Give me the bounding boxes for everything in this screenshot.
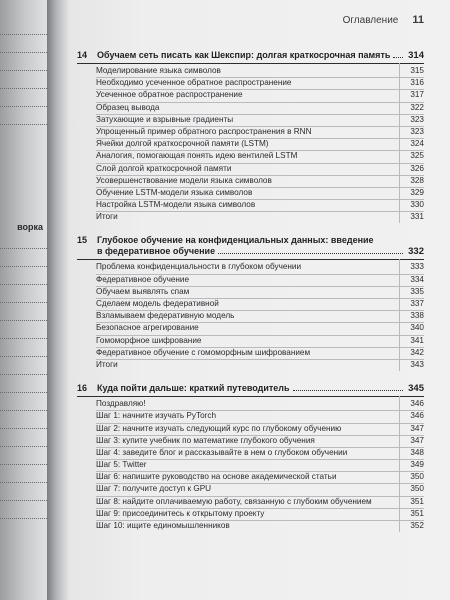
- dot-leader: [0, 298, 47, 303]
- entry-page: 322: [410, 102, 424, 112]
- dot-leader: [0, 316, 47, 321]
- entry-page: 346: [410, 411, 424, 421]
- entry-title: Шаг 3: купите учебник по математике глубокого обучения: [96, 435, 315, 445]
- section-list: [96, 63, 424, 223]
- dot-leader: [0, 460, 47, 465]
- entry-title: Шаг 5: Twitter: [96, 460, 147, 470]
- entry-title: Итоги: [96, 212, 118, 222]
- entry-title: Образец вывода: [96, 102, 160, 112]
- dot-leader: [0, 30, 47, 35]
- left-page-fragment: ворка: [17, 222, 43, 232]
- entry-page: 338: [410, 311, 424, 321]
- toc-entry[interactable]: [96, 347, 424, 359]
- entry-title: Шаг 8: найдите оплачиваемую работу, связанную с глубоким обучением: [96, 496, 372, 506]
- entry-title: Федеративное обучение: [96, 274, 190, 284]
- toc-entry[interactable]: [96, 310, 424, 322]
- entry-page: 315: [410, 66, 424, 75]
- dot-leader: [0, 424, 47, 429]
- entry-page: 323: [410, 126, 424, 136]
- toc-entry[interactable]: [96, 199, 424, 211]
- entry-title: Федеративное обучение с гомоморфным шифрованием: [96, 347, 311, 357]
- toc-entry[interactable]: [96, 520, 424, 532]
- entry-title: Затухающие и взрывные градиенты: [96, 114, 234, 124]
- entry-page: 346: [410, 399, 424, 409]
- dot-leader: [0, 478, 47, 483]
- dot-leader: [0, 84, 47, 89]
- chapter-title-line: [97, 50, 424, 61]
- column-divider: [399, 396, 400, 532]
- toc-entry[interactable]: [96, 163, 424, 175]
- dot-leader: [218, 253, 403, 254]
- toc-entry[interactable]: [96, 187, 424, 199]
- chapter-15: [69, 233, 450, 371]
- chapter-title: [97, 383, 424, 394]
- entry-page: 348: [410, 447, 424, 457]
- dot-leader: [0, 514, 47, 519]
- entry-page: 347: [410, 435, 424, 445]
- entry-title: Настройка LSTM-модели языка символов: [96, 200, 256, 210]
- dot-leader: [0, 66, 47, 71]
- entry-title: Обучение LSTM-модели языка символов: [96, 187, 253, 197]
- chapter-heading[interactable]: [69, 381, 450, 396]
- section-list: [96, 259, 424, 371]
- dot-leader: [0, 442, 47, 447]
- toc-entry[interactable]: [96, 447, 424, 459]
- entry-page: 316: [410, 78, 424, 88]
- toc-entry[interactable]: [96, 89, 424, 101]
- entry-page: 343: [410, 359, 424, 369]
- toc-entry[interactable]: [96, 262, 424, 273]
- chapter-title-text: Обучаем сеть писать как Шекспир: долгая краткосрочная память: [97, 50, 391, 60]
- dot-leader: [0, 120, 47, 125]
- entry-title: Взламываем федеративную модель: [96, 311, 235, 321]
- toc-entry[interactable]: [96, 359, 424, 371]
- chapter-heading[interactable]: [69, 48, 450, 63]
- toc-entry[interactable]: [96, 459, 424, 471]
- chapter-heading[interactable]: [69, 233, 450, 259]
- toc-entry[interactable]: [96, 298, 424, 310]
- toc-entry[interactable]: [96, 335, 424, 347]
- entry-page: 350: [410, 472, 424, 482]
- entry-page: 317: [410, 90, 424, 100]
- chapter-page: 345: [408, 383, 424, 395]
- entry-page: 340: [410, 323, 424, 333]
- toc-entry[interactable]: [96, 399, 424, 410]
- section-list: [96, 396, 424, 532]
- chapter-number: 14: [77, 50, 88, 60]
- entry-page: 351: [410, 496, 424, 506]
- column-divider: [399, 63, 400, 223]
- toc-entry[interactable]: [96, 496, 424, 508]
- running-head: [343, 14, 424, 26]
- entry-page: 337: [410, 299, 424, 308]
- toc-entry[interactable]: [96, 471, 424, 483]
- toc-entry[interactable]: [96, 150, 424, 162]
- left-page-edge: [0, 0, 47, 600]
- entry-title: Проблема конфиденциальности в глубоком обучении: [96, 262, 302, 272]
- book-gutter: [47, 0, 69, 600]
- toc-entry[interactable]: [96, 126, 424, 138]
- entry-title: Сделаем модель федеративной: [96, 299, 219, 308]
- toc-entry[interactable]: [96, 286, 424, 298]
- toc-entry[interactable]: [96, 77, 424, 89]
- entry-title: Итоги: [96, 359, 118, 369]
- chapter-title-text: в федеративное обучение: [97, 246, 216, 257]
- dot-leader: [0, 102, 47, 107]
- chapter-number: 16: [77, 383, 88, 394]
- entry-title: Безопасное агрегирование: [96, 323, 199, 333]
- entry-title: Усовершенствование модели языка символов: [96, 175, 272, 185]
- toc-entry[interactable]: [96, 322, 424, 334]
- dot-leader: [0, 352, 47, 357]
- entry-page: 329: [410, 187, 424, 197]
- toc-entry[interactable]: [96, 211, 424, 223]
- dot-leader: [293, 390, 404, 391]
- entry-page: 335: [410, 286, 424, 296]
- entry-page: 349: [410, 460, 424, 470]
- toc-entry[interactable]: [96, 435, 424, 447]
- toc-page: [69, 0, 450, 600]
- entry-page: 334: [410, 274, 424, 284]
- toc-entry[interactable]: [96, 410, 424, 422]
- chapter-title-line: [97, 383, 424, 394]
- entry-page: 342: [410, 347, 424, 357]
- dot-leader: [0, 334, 47, 339]
- entry-title: Необходимо усеченное обратное распространение: [96, 78, 292, 88]
- chapter-number: 15: [77, 235, 88, 246]
- toc-entry[interactable]: [96, 175, 424, 187]
- entry-page: 324: [410, 139, 424, 149]
- entry-page: 347: [410, 423, 424, 433]
- entry-page: 325: [410, 151, 424, 161]
- entry-page: 350: [410, 484, 424, 494]
- entry-page: 331: [410, 212, 424, 222]
- toc-entry[interactable]: [96, 102, 424, 114]
- dot-leader: [0, 406, 47, 411]
- chapter-title-text: Глубокое обучение на конфиденциальных данных: введение: [97, 235, 374, 246]
- section-title: Оглавление: [342, 15, 399, 26]
- chapter-title-line: [97, 246, 424, 257]
- dot-leader: [0, 280, 47, 285]
- entry-page: 341: [410, 335, 424, 345]
- entry-page: 333: [410, 262, 424, 272]
- entry-title: Шаг 7: получите доступ к GPU: [96, 484, 212, 494]
- dot-leader: [0, 262, 47, 267]
- chapter-title-line: [97, 235, 424, 246]
- entry-title: Обучаем выявлять спам: [96, 286, 190, 296]
- toc-entry[interactable]: [96, 508, 424, 520]
- dot-leader: [0, 388, 47, 393]
- toc-entry[interactable]: [96, 66, 424, 77]
- column-divider: [399, 259, 400, 371]
- chapter-title-text: Куда пойти дальше: краткий путеводитель: [97, 383, 290, 394]
- table-of-contents: [69, 48, 450, 532]
- dot-leader: [0, 244, 47, 249]
- entry-title: Упрощенный пример обратного распространения в RNN: [96, 126, 312, 136]
- entry-title: Усеченное обратное распространение: [96, 90, 243, 100]
- entry-page: 328: [410, 175, 424, 185]
- entry-title: Поздравляю!: [96, 399, 146, 409]
- dot-leader: [0, 48, 47, 53]
- entry-page: 330: [410, 200, 424, 210]
- toc-entry[interactable]: [96, 114, 424, 126]
- entry-title: Шаг 2: начните изучать следующий курс по глубокому обучению: [96, 423, 342, 433]
- entry-title: Слой долгой краткосрочной памяти: [96, 163, 232, 173]
- toc-entry[interactable]: [96, 423, 424, 435]
- chapter-page: 314: [408, 50, 424, 61]
- toc-entry[interactable]: [96, 483, 424, 495]
- toc-entry[interactable]: [96, 138, 424, 150]
- entry-title: Шаг 1: начните изучать PyTorch: [96, 411, 216, 421]
- page-number: 11: [412, 14, 424, 26]
- entry-title: Гомоморфное шифрование: [96, 335, 202, 345]
- entry-page: 323: [410, 114, 424, 124]
- chapter-14: [69, 48, 450, 223]
- entry-title: Шаг 4: заведите блог и рассказывайте в нем о глубоком обучении: [96, 447, 348, 457]
- dot-leader: [0, 370, 47, 375]
- chapter-16: [69, 381, 450, 532]
- entry-title: Аналогия, помогающая понять идею вентилей LSTM: [96, 151, 298, 161]
- entry-page: 352: [410, 521, 424, 530]
- chapter-title: [97, 50, 424, 61]
- entry-title: Шаг 6: напишите руководство на основе академической статьи: [96, 472, 337, 482]
- entry-title: Моделирование языка символов: [96, 66, 221, 75]
- entry-page: 351: [410, 508, 424, 518]
- dot-leader: [0, 496, 47, 501]
- chapter-title: [97, 235, 424, 257]
- toc-entry[interactable]: [96, 274, 424, 286]
- entry-page: 326: [410, 163, 424, 173]
- entry-title: Шаг 10: ищите единомышленников: [96, 521, 230, 530]
- entry-title: Ячейки долгой краткосрочной памяти (LSTM): [96, 139, 269, 149]
- chapter-page: 332: [408, 246, 424, 258]
- dot-leader: [393, 57, 403, 58]
- entry-title: Шаг 9: присоединитесь к открытому проекту: [96, 508, 265, 518]
